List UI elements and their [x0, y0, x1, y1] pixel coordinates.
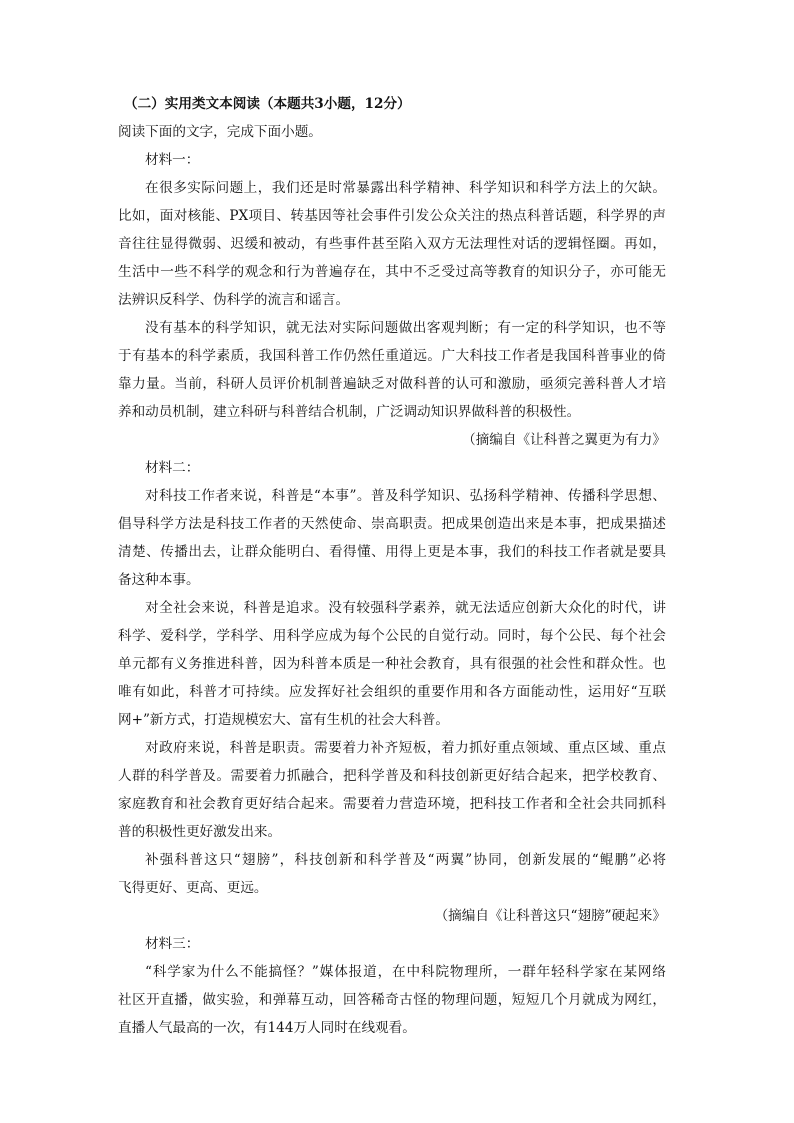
material2-para1-line: 清楚、传播出去，让群众能明白、看得懂、用得上更是本事，我们的科技工作者就是要具 [118, 544, 666, 560]
material2-label: 材料二： [145, 460, 200, 476]
material3-para1-line: “科学家为什么不能搞怪？”媒体报道，在中科院物理所，一群年轻科学家在某网络 [145, 964, 666, 980]
material1-para1-line: 比如，面对核能、PX项目、转基因等社会事件引发公众关注的热点科普话题，科学界的声 [118, 208, 666, 224]
material2-source: （摘编自《让科普这只“翅膀”硬起来》 [434, 908, 666, 924]
material2-para3-line: 家庭教育和社会教育更好结合起来。需要着力营造环境，把科技工作者和全社会共同抓科 [118, 796, 666, 812]
material3-para1-line: 社区开直播，做实验，和弹幕互动，回答稀奇古怪的物理问题，短短几个月就成为网红， [118, 992, 666, 1008]
material2-para4-line: 飞得更好、更高、更远。 [118, 880, 268, 896]
material1-para2-line: 于有基本的科学素质，我国科普工作仍然任重道远。广大科技工作者是我国科普事业的倚 [118, 348, 666, 364]
material2-para1-line: 备这种本事。 [118, 572, 200, 588]
material2-para4-line: 补强科普这只“翅膀”，科技创新和科学普及“两翼”协同，创新发展的“鲲鹏”必将 [145, 852, 666, 868]
section-heading: （二）实用类文本阅读（本题共3小题，12分） [124, 96, 411, 112]
material3-para1-line: 直播人气最高的一次，有144万人同时在线观看。 [118, 1020, 416, 1036]
material3-label: 材料三： [145, 936, 200, 952]
material2-para3-line: 普的积极性更好激发出来。 [118, 824, 282, 840]
material1-para2-line: 靠力量。当前，科研人员评价机制普遍缺乏对做科普的认可和激励，亟须完善科普人才培 [118, 376, 666, 392]
material1-para1-line: 生活中一些不科学的观念和行为普遍存在，其中不乏受过高等教育的知识分子，亦可能无 [118, 264, 666, 280]
material1-para2-line: 养和动员机制，建立科研与科普结合机制，广泛调动知识界做科普的积极性。 [118, 404, 581, 420]
material2-para3-line: 人群的科学普及。需要着力抓融合，把科学普及和科技创新更好结合起来，把学校教育、 [118, 768, 666, 784]
material1-para2-line: 没有基本的科学知识，就无法对实际问题做出客观判断；有一定的科学知识，也不等 [145, 320, 666, 336]
material1-source: （摘编自《让科普之翼更为有力》 [462, 432, 666, 448]
material1-label: 材料一： [145, 152, 200, 168]
material2-para2-line: 唯有如此，科普才可持续。应发挥好社会组织的重要作用和各方面能动性，运用好“互联 [118, 684, 666, 700]
material1-para1-line: 音往往显得微弱、迟缓和被动，有些事件甚至陷入双方无法理性对话的逻辑怪圈。再如， [118, 236, 666, 252]
instruction-text: 阅读下面的文字，完成下面小题。 [118, 124, 322, 140]
material1-para1-line: 法辨识反科学、伪科学的流言和谣言。 [118, 292, 350, 308]
material2-para2-line: 对全社会来说，科普是追求。没有较强科学素养，就无法适应创新大众化的时代，讲 [145, 600, 666, 616]
material1-para1-line: 在很多实际问题上，我们还是时常暴露出科学精神、科学知识和科学方法上的欠缺。 [145, 180, 666, 196]
material2-para1-line: 倡导科学方法是科技工作者的天然使命、崇高职责。把成果创造出来是本事，把成果描述 [118, 516, 666, 532]
material2-para2-line: 科学、爱科学，学科学、用科学应成为每个公民的自觉行动。同时，每个公民、每个社会 [118, 628, 666, 644]
material2-para2-line: 网+”新方式，打造规模宏大、富有生机的社会大科普。 [118, 712, 449, 728]
material2-para2-line: 单元都有义务推进科普，因为科普本质是一种社会教育，具有很强的社会性和群众性。也 [118, 656, 666, 672]
material2-para1-line: 对科技工作者来说，科普是“本事”。普及科学知识、弘扬科学精神、传播科学思想、 [145, 488, 666, 504]
material2-para3-line: 对政府来说，科普是职责。需要着力补齐短板，着力抓好重点领域、重点区域、重点 [145, 740, 666, 756]
